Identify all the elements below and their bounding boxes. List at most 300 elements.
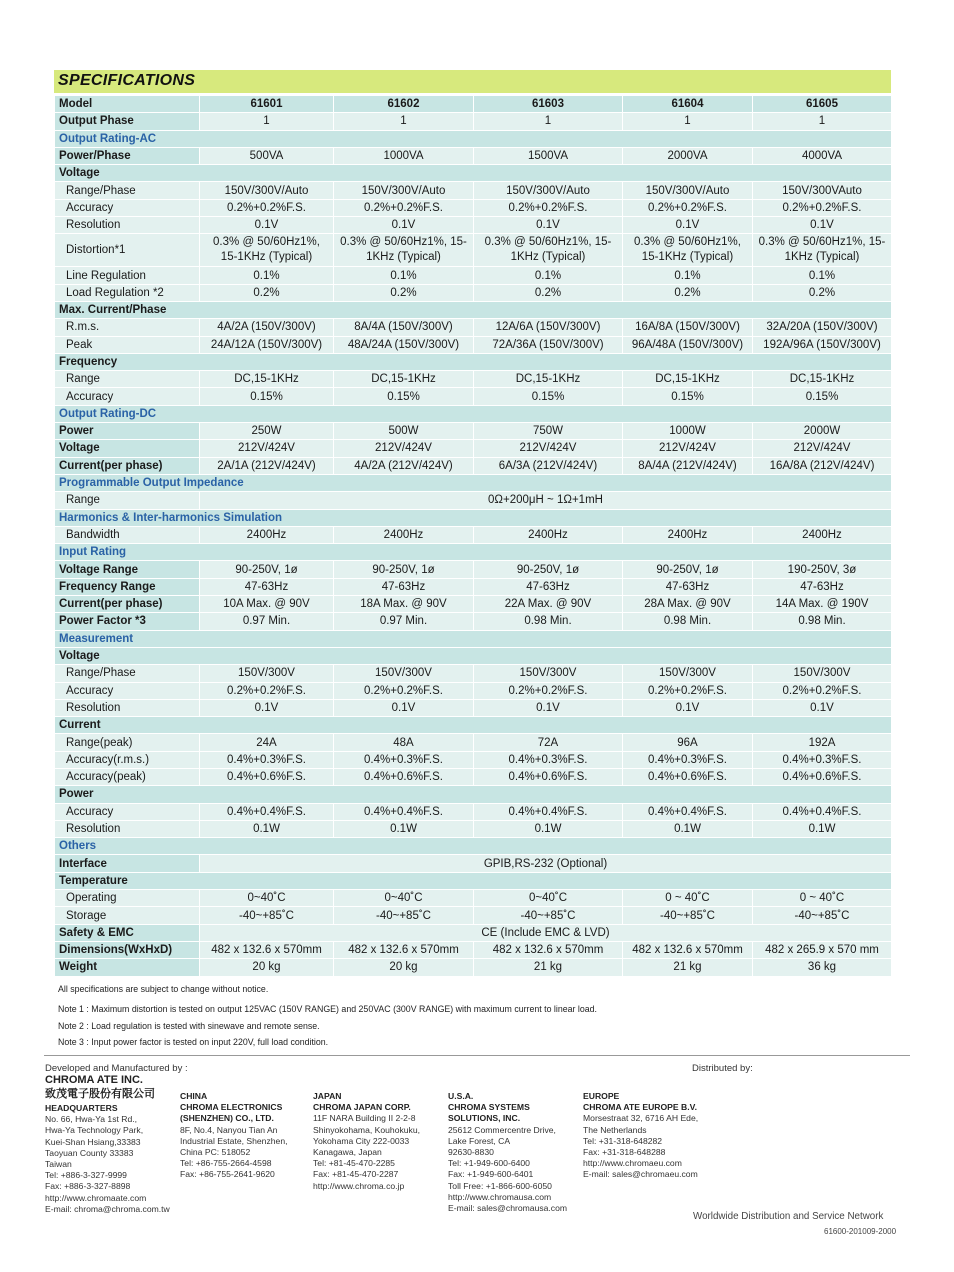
row-label: R.m.s. <box>55 319 200 336</box>
table-cell: 482 x 265.9 x 570 mm <box>753 941 892 958</box>
table-cell: 0.4%+0.3%F.S. <box>200 751 334 768</box>
table-cell: 47-63Hz <box>623 578 753 595</box>
table-row <box>55 371 892 388</box>
table-cell: 482 x 132.6 x 570mm <box>334 941 474 958</box>
office-address-line: Kuei-Shan Hsiang,33383 <box>45 1136 141 1147</box>
table-cell: 0.1% <box>200 267 334 284</box>
office-usa <box>448 1091 567 1214</box>
table-row <box>55 284 892 301</box>
document-number: 61600-201009-2000 <box>824 1227 897 1236</box>
table-cell: 24A/12A (150V/300V) <box>200 336 334 353</box>
table-cell: 2A/1A (212V/424V) <box>200 457 334 474</box>
table-cell: 0.4%+0.3%F.S. <box>334 751 474 768</box>
disclaimer: All specifications are subject to change without notice. <box>58 984 269 994</box>
table-cell: 0.2%+0.2%F.S. <box>334 682 474 699</box>
office-address-line: Lake Forest, CA <box>448 1135 511 1146</box>
table-cell: 482 x 132.6 x 570mm <box>623 941 753 958</box>
table-cell: 1 <box>623 113 753 130</box>
row-label: Voltage <box>55 440 200 457</box>
row-label: Power Factor *3 <box>55 613 200 630</box>
table-row <box>55 890 892 907</box>
office-address-line: Tel: +1-949-600-6400 <box>448 1158 530 1169</box>
table-cell: 0.1V <box>334 699 474 716</box>
section-row <box>55 474 892 491</box>
column-header: 61605 <box>753 96 892 113</box>
office-china <box>180 1091 288 1181</box>
table-cell: 20 kg <box>200 959 334 976</box>
office-heading: EUROPE <box>583 1091 620 1101</box>
column-header: Model <box>55 96 200 113</box>
table-cell: 150V/300V/Auto <box>474 182 623 199</box>
office-heading: U.S.A. <box>448 1091 474 1101</box>
table-cell: 150V/300V <box>200 665 334 682</box>
table-cell: 0.1V <box>623 217 753 234</box>
table-cell: 28A Max. @ 90V <box>623 596 753 613</box>
table-cell: 0.2%+0.2%F.S. <box>474 199 623 216</box>
office-address-line: E-mail: sales@chromausa.com <box>448 1203 568 1214</box>
table-cell: 0.1V <box>474 217 623 234</box>
table-cell: 0.1% <box>753 267 892 284</box>
table-cell: 0~40˚C <box>334 890 474 907</box>
row-label: Accuracy <box>55 388 200 405</box>
row-label: Power/Phase <box>55 147 200 164</box>
table-cell: 1 <box>334 113 474 130</box>
table-row <box>55 182 892 199</box>
office-address-line: E-mail: sales@chromaeu.com <box>583 1169 698 1180</box>
table-cell: 47-63Hz <box>334 578 474 595</box>
office-address-line: Yokohama City 222-0033 <box>313 1135 410 1146</box>
table-cell: 2400Hz <box>200 526 334 543</box>
table-cell: 0.4%+0.3%F.S. <box>753 751 892 768</box>
table-row <box>55 423 892 440</box>
footer-divider <box>44 1055 910 1056</box>
table-row <box>55 113 892 130</box>
table-cell: 212V/424V <box>474 440 623 457</box>
row-label: Accuracy <box>55 803 200 820</box>
office-company-name: CHROMA SYSTEMS <box>448 1102 530 1113</box>
office-address-line: Taoyuan County 33383 <box>45 1147 134 1158</box>
table-cell: 0.4%+0.4%F.S. <box>474 803 623 820</box>
office-address-line: Fax: +81-45-470-2287 <box>313 1169 399 1180</box>
table-cell: 16A/8A (212V/424V) <box>753 457 892 474</box>
table-cell: 8A/4A (150V/300V) <box>334 319 474 336</box>
office-address-line: Tel: +86-755-2664-4598 <box>180 1158 272 1169</box>
note-2: Note 2 : Load regulation is tested with sinewave and remote sense. <box>58 1021 320 1031</box>
table-cell: 0.4%+0.6%F.S. <box>474 768 623 785</box>
row-label: Input Rating <box>55 544 892 561</box>
table-cell: 47-63Hz <box>200 578 334 595</box>
table-row <box>55 699 892 716</box>
row-label: Resolution <box>55 217 200 234</box>
table-cell: 0.4%+0.4%F.S. <box>623 803 753 820</box>
section-row <box>55 838 892 855</box>
table-cell: -40~+85˚C <box>753 907 892 924</box>
table-cell: 4A/2A (150V/300V) <box>200 319 334 336</box>
table-cell: 0 ~ 40˚C <box>753 890 892 907</box>
row-label: Harmonics & Inter-harmonics Simulation <box>55 509 892 526</box>
table-cell: 4000VA <box>753 147 892 164</box>
table-cell: 0.97 Min. <box>334 613 474 630</box>
section-row <box>55 130 892 147</box>
table-cell: 0.1W <box>753 820 892 837</box>
table-header-row <box>55 96 892 113</box>
row-label: Resolution <box>55 820 200 837</box>
table-cell: 36 kg <box>753 959 892 976</box>
table-cell: 2000VA <box>623 147 753 164</box>
table-row <box>55 665 892 682</box>
table-cell: 0.2%+0.2%F.S. <box>623 682 753 699</box>
table-cell: 20 kg <box>334 959 474 976</box>
group-row <box>55 872 892 889</box>
table-row <box>55 751 892 768</box>
table-cell: 2400Hz <box>474 526 623 543</box>
table-cell: 0.4%+0.6%F.S. <box>334 768 474 785</box>
table-row <box>55 924 892 941</box>
row-label: Temperature <box>55 872 892 889</box>
table-row <box>55 803 892 820</box>
table-cell: 1500VA <box>474 147 623 164</box>
table-cell: 0.3% @ 50/60Hz1%, 15-1KHz (Typical) <box>200 234 334 267</box>
table-cell: 0.15% <box>623 388 753 405</box>
table-cell: 0.1V <box>200 699 334 716</box>
office-address-line: http://www.chromaeu.com <box>583 1158 682 1169</box>
specifications-title: SPECIFICATIONS <box>58 72 196 89</box>
table-body <box>55 113 892 976</box>
table-cell: 482 x 132.6 x 570mm <box>474 941 623 958</box>
table-cell: 0.4%+0.4%F.S. <box>334 803 474 820</box>
table-row <box>55 147 892 164</box>
table-cell: 90-250V, 1ø <box>200 561 334 578</box>
table-cell: 0.4%+0.6%F.S. <box>753 768 892 785</box>
table-cell: DC,15-1KHz <box>474 371 623 388</box>
table-cell: DC,15-1KHz <box>623 371 753 388</box>
table-cell: 0~40˚C <box>200 890 334 907</box>
section-row <box>55 544 892 561</box>
table-cell: 150V/300V/Auto <box>623 182 753 199</box>
table-cell: 0.2%+0.2%F.S. <box>753 682 892 699</box>
office-address-line: http://www.chroma.co.jp <box>313 1180 405 1191</box>
section-row <box>55 630 892 647</box>
table-row <box>55 234 892 267</box>
group-row <box>55 301 892 318</box>
table-cell: 0.2%+0.2%F.S. <box>200 682 334 699</box>
table-cell: 190-250V, 3ø <box>753 561 892 578</box>
row-label: Bandwidth <box>55 526 200 543</box>
table-cell: -40~+85˚C <box>474 907 623 924</box>
table-cell: 90-250V, 1ø <box>334 561 474 578</box>
table-row <box>55 613 892 630</box>
office-address-line: http://www.chromausa.com <box>448 1191 552 1202</box>
row-label: Current <box>55 717 892 734</box>
table-cell: 32A/20A (150V/300V) <box>753 319 892 336</box>
table-cell: 192A/96A (150V/300V) <box>753 336 892 353</box>
table-row <box>55 907 892 924</box>
table-cell: 0.97 Min. <box>200 613 334 630</box>
office-address-line: http://www.chromaate.com <box>45 1192 147 1203</box>
office-address-line: Fax: +886-3-327-8898 <box>45 1181 131 1192</box>
table-cell: 0.4%+0.6%F.S. <box>623 768 753 785</box>
row-label: Peak <box>55 336 200 353</box>
table-row <box>55 596 892 613</box>
table-cell: 8A/4A (212V/424V) <box>623 457 753 474</box>
table-cell: 0.2%+0.2%F.S. <box>753 199 892 216</box>
office-address-line: Kanagawa, Japan <box>313 1147 382 1158</box>
row-label: Range/Phase <box>55 182 200 199</box>
row-label: Power <box>55 786 892 803</box>
row-label: Interface <box>55 855 200 872</box>
table-cell: DC,15-1KHz <box>334 371 474 388</box>
office-japan <box>313 1091 420 1192</box>
row-label: Weight <box>55 959 200 976</box>
office-address-line: 8F, No.4, Nanyou Tian An <box>180 1124 278 1135</box>
row-label: Accuracy(r.m.s.) <box>55 751 200 768</box>
column-header: 61604 <box>623 96 753 113</box>
office-address-line: 11F NARA Building II 2-2-8 <box>313 1113 416 1124</box>
table-row <box>55 578 892 595</box>
table-cell: 0.1V <box>200 217 334 234</box>
table-cell: 0.15% <box>474 388 623 405</box>
table-cell: 0.3% @ 50/60Hz1%, 15-1KHz (Typical) <box>334 234 474 267</box>
table-cell: 0.2% <box>200 284 334 301</box>
row-label: Voltage <box>55 165 892 182</box>
specifications-table <box>54 95 892 977</box>
table-row <box>55 199 892 216</box>
row-label: Range/Phase <box>55 665 200 682</box>
table-row <box>55 682 892 699</box>
row-label: Accuracy <box>55 199 200 216</box>
table-cell: 4A/2A (212V/424V) <box>334 457 474 474</box>
table-cell: 14A Max. @ 190V <box>753 596 892 613</box>
table-cell: 212V/424V <box>200 440 334 457</box>
office-company-name: (SHENZHEN) CO., LTD. <box>180 1113 274 1124</box>
table-cell: 96A/48A (150V/300V) <box>623 336 753 353</box>
table-cell: 0.1W <box>623 820 753 837</box>
office-company-name: CHROMA JAPAN CORP. <box>313 1102 411 1113</box>
table-row <box>55 820 892 837</box>
office-address-line: Fax: +86-755-2641-9620 <box>180 1169 275 1180</box>
table-row <box>55 336 892 353</box>
table-cell: 90-250V, 1ø <box>623 561 753 578</box>
section-row <box>55 509 892 526</box>
table-cell: 48A <box>334 734 474 751</box>
office-headquarters <box>45 1103 170 1215</box>
table-cell: 2400Hz <box>623 526 753 543</box>
group-row <box>55 165 892 182</box>
row-label: Frequency Range <box>55 578 200 595</box>
table-row <box>55 526 892 543</box>
row-label: Accuracy(peak) <box>55 768 200 785</box>
table-cell: CE (Include EMC & LVD) <box>200 924 892 941</box>
table-cell: 90-250V, 1ø <box>474 561 623 578</box>
office-address-line: 92630-8830 <box>448 1147 494 1158</box>
table-cell: 0.98 Min. <box>753 613 892 630</box>
table-cell: -40~+85˚C <box>623 907 753 924</box>
note-3: Note 3 : Input power factor is tested on input 220V, full load condition. <box>58 1037 329 1047</box>
table-cell: 2400Hz <box>334 526 474 543</box>
table-cell: -40~+85˚C <box>334 907 474 924</box>
table-cell: 22A Max. @ 90V <box>474 596 623 613</box>
table-row <box>55 959 892 976</box>
table-cell: DC,15-1KHz <box>753 371 892 388</box>
table-cell: 150V/300V <box>623 665 753 682</box>
office-address-line: Industrial Estate, Shenzhen, <box>180 1135 288 1146</box>
company-name-chinese: 致茂電子股份有限公司 <box>45 1088 155 1100</box>
row-label: Line Regulation <box>55 267 200 284</box>
table-cell: 10A Max. @ 90V <box>200 596 334 613</box>
table-cell: 48A/24A (150V/300V) <box>334 336 474 353</box>
office-address-line: E-mail: chroma@chroma.com.tw <box>45 1203 170 1214</box>
table-cell: 212V/424V <box>753 440 892 457</box>
row-label: Frequency <box>55 353 892 370</box>
table-cell: 150V/300V <box>334 665 474 682</box>
table-cell: 0.1% <box>623 267 753 284</box>
column-header: 61602 <box>334 96 474 113</box>
row-label: Load Regulation *2 <box>55 284 200 301</box>
specifications-header <box>54 70 891 93</box>
table-cell: 0.15% <box>753 388 892 405</box>
table-cell: 72A <box>474 734 623 751</box>
row-label: Distortion*1 <box>55 234 200 267</box>
office-company-name: CHROMA ATE EUROPE B.V. <box>583 1102 697 1113</box>
table-cell: 1 <box>200 113 334 130</box>
row-label: Range(peak) <box>55 734 200 751</box>
row-label: Others <box>55 838 892 855</box>
table-cell: 0.2% <box>334 284 474 301</box>
table-cell: 150V/300V <box>474 665 623 682</box>
table-row <box>55 217 892 234</box>
row-label: Current(per phase) <box>55 596 200 613</box>
table-cell: 0.2%+0.2%F.S. <box>474 682 623 699</box>
table-cell: 212V/424V <box>334 440 474 457</box>
office-address-line: Toll Free: +1-866-600-6050 <box>448 1180 552 1191</box>
office-address-line: 25612 Commercentre Drive, <box>448 1124 556 1135</box>
table-row <box>55 319 892 336</box>
row-label: Measurement <box>55 630 892 647</box>
table-cell: 0.4%+0.6%F.S. <box>200 768 334 785</box>
table-cell: 0.1V <box>623 699 753 716</box>
column-header: 61601 <box>200 96 334 113</box>
table-cell: 0.3% @ 50/60Hz1%, 15-1KHz (Typical) <box>623 234 753 267</box>
table-row <box>55 734 892 751</box>
table-cell: 47-63Hz <box>753 578 892 595</box>
office-address-line: No. 66, Hwa-Ya 1st Rd., <box>45 1114 138 1125</box>
table-cell: 21 kg <box>474 959 623 976</box>
row-label: Voltage <box>55 647 892 664</box>
table-cell: 750W <box>474 423 623 440</box>
row-label: Storage <box>55 907 200 924</box>
table-cell: 1 <box>474 113 623 130</box>
table-cell: 0.98 Min. <box>474 613 623 630</box>
row-label: Range <box>55 492 200 509</box>
office-address-line: Fax: +1-949-600-6401 <box>448 1169 534 1180</box>
table-cell: 0.3% @ 50/60Hz1%, 15-1KHz (Typical) <box>474 234 623 267</box>
office-europe <box>583 1091 698 1181</box>
table-cell: 0.1V <box>753 699 892 716</box>
table-cell: 500W <box>334 423 474 440</box>
office-address-line: Tel: +81-45-470-2285 <box>313 1158 395 1169</box>
table-cell: 150V/300V/Auto <box>200 182 334 199</box>
company-name: CHROMA ATE INC. <box>45 1074 143 1086</box>
table-cell: 96A <box>623 734 753 751</box>
office-address-line: Morsestraat 32, 6716 AH Ede, <box>583 1113 699 1124</box>
table-cell: 0.4%+0.4%F.S. <box>753 803 892 820</box>
table-cell: 192A <box>753 734 892 751</box>
table-cell: 18A Max. @ 90V <box>334 596 474 613</box>
table-cell: 0.1% <box>474 267 623 284</box>
table-cell: 0.2% <box>474 284 623 301</box>
office-address-line: Fax: +31-318-648288 <box>583 1147 666 1158</box>
row-label: Operating <box>55 890 200 907</box>
developed-by-label: Developed and Manufactured by : <box>45 1063 188 1074</box>
office-address-line: The Netherlands <box>583 1124 647 1135</box>
table-cell: 0.4%+0.4%F.S. <box>200 803 334 820</box>
worldwide-network-label: Worldwide Distribution and Service Network <box>693 1211 884 1222</box>
table-cell: GPIB,RS-232 (Optional) <box>200 855 892 872</box>
group-row <box>55 717 892 734</box>
row-label: Resolution <box>55 699 200 716</box>
office-address-line: Taiwan <box>45 1159 72 1170</box>
table-cell: DC,15-1KHz <box>200 371 334 388</box>
column-header: 61603 <box>474 96 623 113</box>
office-address-line: Tel: +31-318-648282 <box>583 1135 663 1146</box>
table-cell: 0.1V <box>753 217 892 234</box>
table-cell: 12A/6A (150V/300V) <box>474 319 623 336</box>
table-cell: 0.1V <box>334 217 474 234</box>
table-cell: 2400Hz <box>753 526 892 543</box>
office-address-line: Tel: +886-3-327-9999 <box>45 1170 127 1181</box>
table-cell: 0.1W <box>200 820 334 837</box>
office-company-name: CHROMA ELECTRONICS <box>180 1102 283 1113</box>
table-cell: 482 x 132.6 x 570mm <box>200 941 334 958</box>
row-label: Safety & EMC <box>55 924 200 941</box>
row-label: Range <box>55 371 200 388</box>
table-cell: 500VA <box>200 147 334 164</box>
table-row <box>55 492 892 509</box>
distributed-by-label: Distributed by: <box>692 1063 753 1074</box>
row-label: Programmable Output Impedance <box>55 474 892 491</box>
office-address-line: Shinyokohama, Kouhokuku, <box>313 1124 421 1135</box>
office-heading: CHINA <box>180 1091 208 1101</box>
row-label: Current(per phase) <box>55 457 200 474</box>
table-cell: 150V/300V <box>753 665 892 682</box>
table-cell: 0.2%+0.2%F.S. <box>334 199 474 216</box>
table-cell: 0.15% <box>334 388 474 405</box>
table-cell: 6A/3A (212V/424V) <box>474 457 623 474</box>
group-row <box>55 647 892 664</box>
table-cell: 21 kg <box>623 959 753 976</box>
table-cell: 0.4%+0.3%F.S. <box>623 751 753 768</box>
table-row <box>55 855 892 872</box>
table-cell: 1000VA <box>334 147 474 164</box>
table-cell: 0.2%+0.2%F.S. <box>200 199 334 216</box>
table-cell: 0 ~ 40˚C <box>623 890 753 907</box>
row-label: Max. Current/Phase <box>55 301 892 318</box>
table-cell: 1 <box>753 113 892 130</box>
table-cell: 0~40˚C <box>474 890 623 907</box>
table-cell: 0Ω+200μH ~ 1Ω+1mH <box>200 492 892 509</box>
table-cell: 2000W <box>753 423 892 440</box>
table-row <box>55 388 892 405</box>
table-row <box>55 267 892 284</box>
table-cell: 0.1V <box>474 699 623 716</box>
row-label: Voltage Range <box>55 561 200 578</box>
table-row <box>55 561 892 578</box>
table-cell: 212V/424V <box>623 440 753 457</box>
table-cell: 0.98 Min. <box>623 613 753 630</box>
office-heading: JAPAN <box>313 1091 342 1101</box>
table-cell: 0.3% @ 50/60Hz1%, 15-1KHz (Typical) <box>753 234 892 267</box>
table-cell: 150V/300VAuto <box>753 182 892 199</box>
